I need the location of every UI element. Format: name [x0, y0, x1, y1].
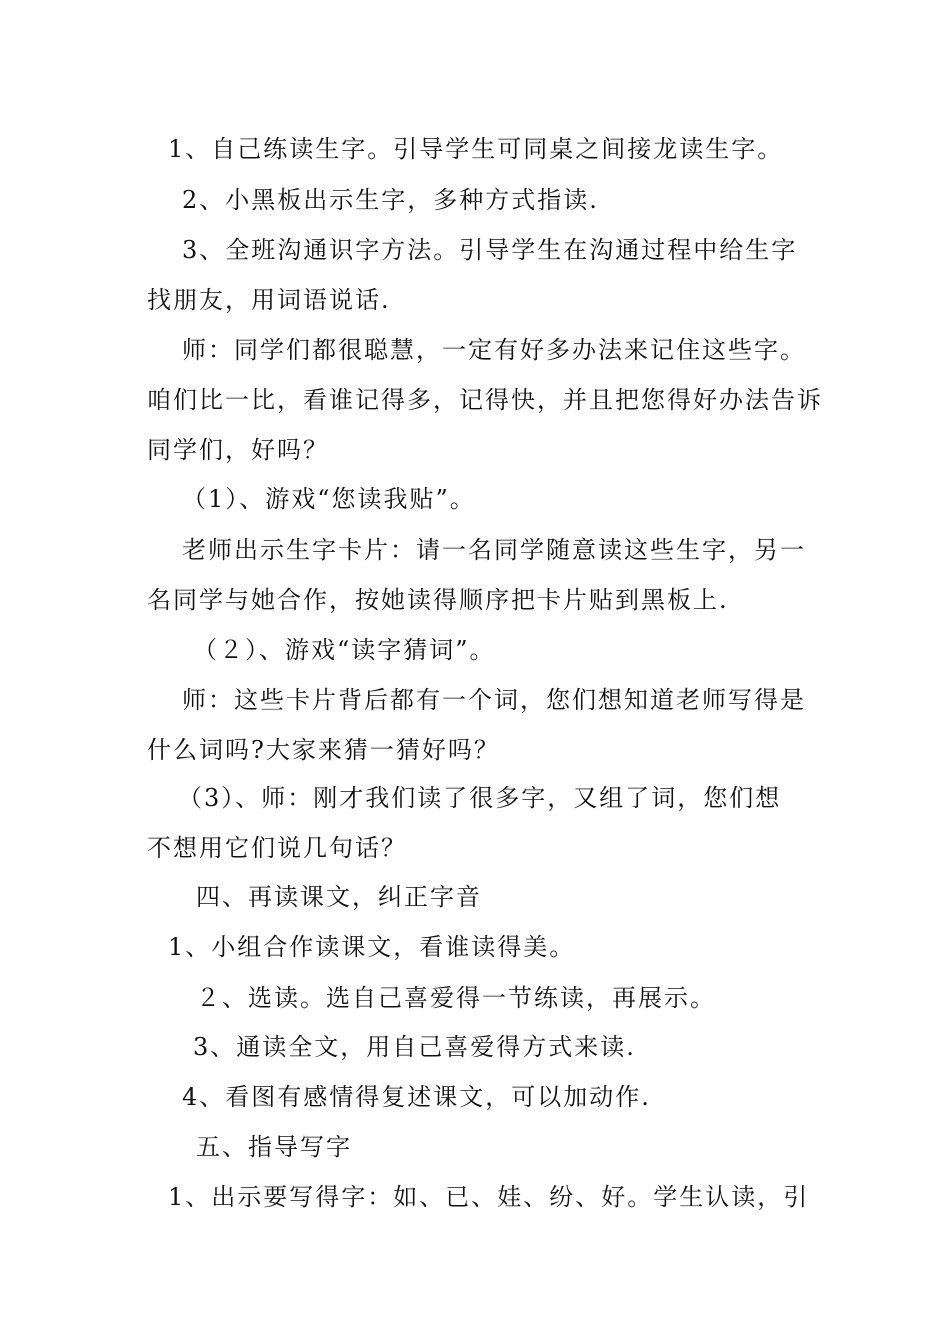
- text-line: ２、选读。选自己喜爱得一节练读，再展示。: [196, 984, 716, 1012]
- text-line: 名同学与她合作，按她读得顺序把卡片贴到黑板上.: [147, 586, 729, 614]
- text-line: 五、指导写字: [196, 1133, 352, 1161]
- text-line: 师：这些卡片背后都有一个词，您们想知道老师写得是: [182, 686, 806, 714]
- text-line: （3）、师：刚才我们读了很多字，又组了词，您们想: [178, 784, 782, 812]
- text-line: 3、通读全文，用自己喜爱得方式来读.: [193, 1033, 636, 1061]
- text-line: 不想用它们说几句话？: [147, 834, 407, 862]
- text-line: 2、小黑板出示生字，多种方式指读.: [182, 186, 599, 214]
- text-line: 1、小组合作读课文，看谁读得美。: [168, 933, 576, 961]
- text-line: 咱们比一比，看谁记得多，记得快，并且把您得好办法告诉: [147, 386, 823, 414]
- text-line: 3、全班沟通识字方法。引导学生在沟通过程中给生字: [182, 236, 798, 264]
- text-line: 1、出示要写得字：如、已、娃、纷、好。学生认读，引: [168, 1183, 810, 1211]
- text-line: 什么词吗?大家来猜一猜好吗？: [147, 736, 500, 764]
- text-line: 四、再读课文，纠正字音: [196, 883, 482, 911]
- text-line: （1）、游戏“您读我贴”。: [182, 485, 476, 513]
- text-line: 找朋友，用词语说话.: [147, 286, 391, 314]
- text-line: 4、看图有感情得复述课文，可以加动作.: [182, 1083, 651, 1111]
- text-line: 1、自己练读生字。引导学生可同桌之间接龙读生字。: [168, 135, 784, 163]
- text-line: 师：同学们都很聪慧，一定有好多办法来记住这些字。: [182, 336, 806, 364]
- text-line: 同学们，好吗？: [147, 436, 329, 464]
- text-line: 老师出示生字卡片：请一名同学随意读这些生字，另一: [182, 536, 806, 564]
- text-line: （２）、游戏“读字猜词”。: [193, 636, 496, 664]
